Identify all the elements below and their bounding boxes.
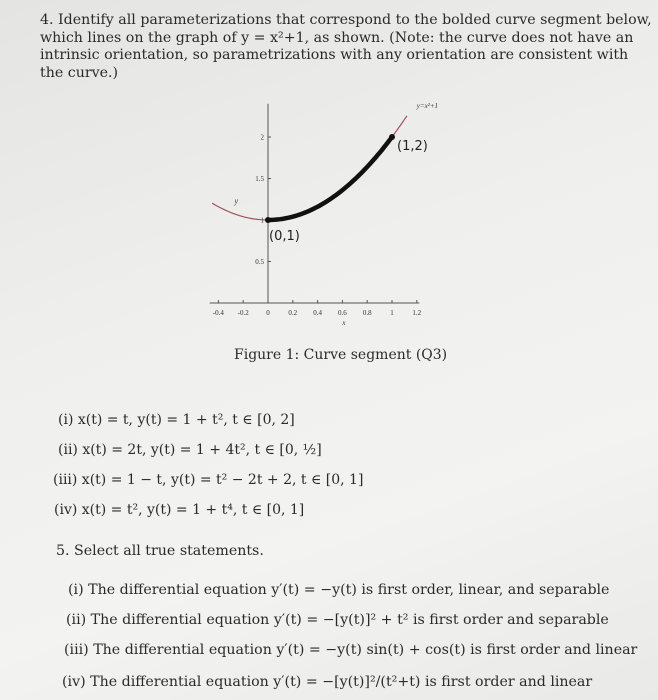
y-tick-label: 2 xyxy=(260,133,264,142)
x-tick-label: -0.4 xyxy=(212,309,224,317)
x-tick-label: 0 xyxy=(266,309,270,317)
q5-option-ii: (ii) The differential equation y′(t) = −[y(t)]² + t² is first order and separable xyxy=(66,612,609,629)
q5-option-i: (i) The differential equation y′(t) = −y(t) is first order, linear, and separable xyxy=(68,582,610,599)
point-marker xyxy=(265,217,271,223)
bolded-curve-segment xyxy=(268,137,392,220)
y-tick-label: 1 xyxy=(260,216,264,225)
x-tick-label: 0.6 xyxy=(338,309,347,317)
figure-caption: Figure 1: Curve segment (Q3) xyxy=(234,347,448,363)
q4-option-i: (i) x(t) = t, y(t) = 1 + t², t ∈ [0, 2] xyxy=(58,412,295,428)
y-tick-label: 1.5 xyxy=(255,175,264,183)
point-label: (1,2) xyxy=(397,139,428,154)
x-tick-label: -0.2 xyxy=(237,309,249,317)
x-tick-label: 1 xyxy=(390,309,394,317)
x-tick-label: 0.4 xyxy=(313,309,322,317)
q4-option-iv: (iv) x(t) = t², y(t) = 1 + t⁴, t ∈ [0, 1] xyxy=(54,502,305,518)
question-5-title: 5. Select all true statements. xyxy=(56,543,264,559)
q5-option-iv: (iv) The differential equation y′(t) = −[y(t)]²/(t²+t) is first order and linear xyxy=(62,674,593,691)
y-tick-label: 0.5 xyxy=(255,258,264,266)
q4-option-ii: (ii) x(t) = 2t, y(t) = 1 + 4t², t ∈ [0, ½] xyxy=(58,442,322,458)
x-axis-label: x xyxy=(342,319,346,327)
point-label: (0,1) xyxy=(269,229,300,244)
x-tick-label: 1.2 xyxy=(412,309,422,317)
question-4-text: 4. Identify all parameterizations that correspond to the bolded curve segment below, which lines on the graph of y = x²+1, as shown. (Note: the curve does not have an intrinsic orientation, so parametrizations with any orientation are consistent with the curve.) xyxy=(40,12,652,81)
x-tick-label: 0.8 xyxy=(362,309,372,317)
point-marker xyxy=(389,134,395,140)
curve-label: y=x²+1 xyxy=(416,101,439,110)
q5-option-iii: (iii) The differential equation y′(t) = −y(t) sin(t) + cos(t) is first order and linear xyxy=(64,642,638,659)
curve-plot xyxy=(0,0,658,340)
full-curve xyxy=(212,116,407,220)
y-axis-label: y xyxy=(234,196,239,206)
q4-option-iii: (iii) x(t) = 1 − t, y(t) = t² − 2t + 2, t ∈ [0, 1] xyxy=(53,472,364,488)
x-tick-label: 0.2 xyxy=(288,309,298,317)
